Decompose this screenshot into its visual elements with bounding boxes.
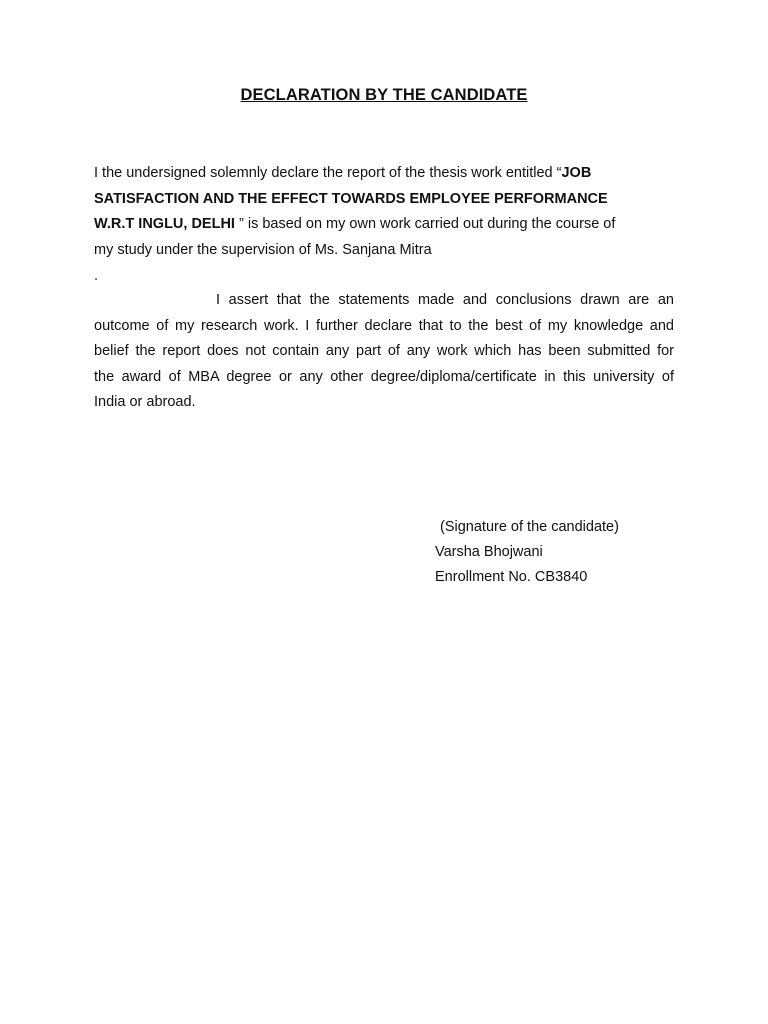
assertion-line-4: the award of MBA degree or any other degree/diploma/certificate in this university of — [94, 369, 674, 385]
declaration-line-4: my study under the supervision of Ms. Sanjana Mitra — [94, 242, 432, 258]
thesis-title-part-2: SATISFACTION AND THE EFFECT TOWARDS EMPLOYEE PERFORMANCE — [94, 191, 608, 207]
assertion-line-5: India or abroad. — [94, 394, 196, 410]
thesis-title-part-1: JOB — [561, 165, 592, 181]
enrollment-number: Enrollment No. CB3840 — [435, 569, 588, 585]
assertion-line-3: belief the report does not contain any part of any work which has been submitted for — [94, 343, 674, 359]
thesis-title-part-3: W.R.T INGLU, DELHI — [94, 216, 235, 232]
declaration-text: I the undersigned solemnly declare the report of the thesis work entitled “ — [94, 165, 562, 181]
signature-label: (Signature of the candidate) — [440, 519, 619, 535]
declaration-line-5: . — [94, 268, 99, 284]
candidate-name: Varsha Bhojwani — [435, 544, 543, 560]
assertion-line-1: I assert that the statements made and conclusions drawn are an — [216, 292, 674, 308]
declaration-line-3 — [94, 215, 615, 233]
page-title: DECLARATION BY THE CANDIDATE — [240, 86, 528, 104]
assertion-line-2: outcome of my research work. I further declare that to the best of my knowledge and — [94, 318, 674, 334]
declaration-text: ” is based on my own work carried out during the course of — [234, 216, 616, 232]
declaration-line-1 — [94, 164, 591, 182]
